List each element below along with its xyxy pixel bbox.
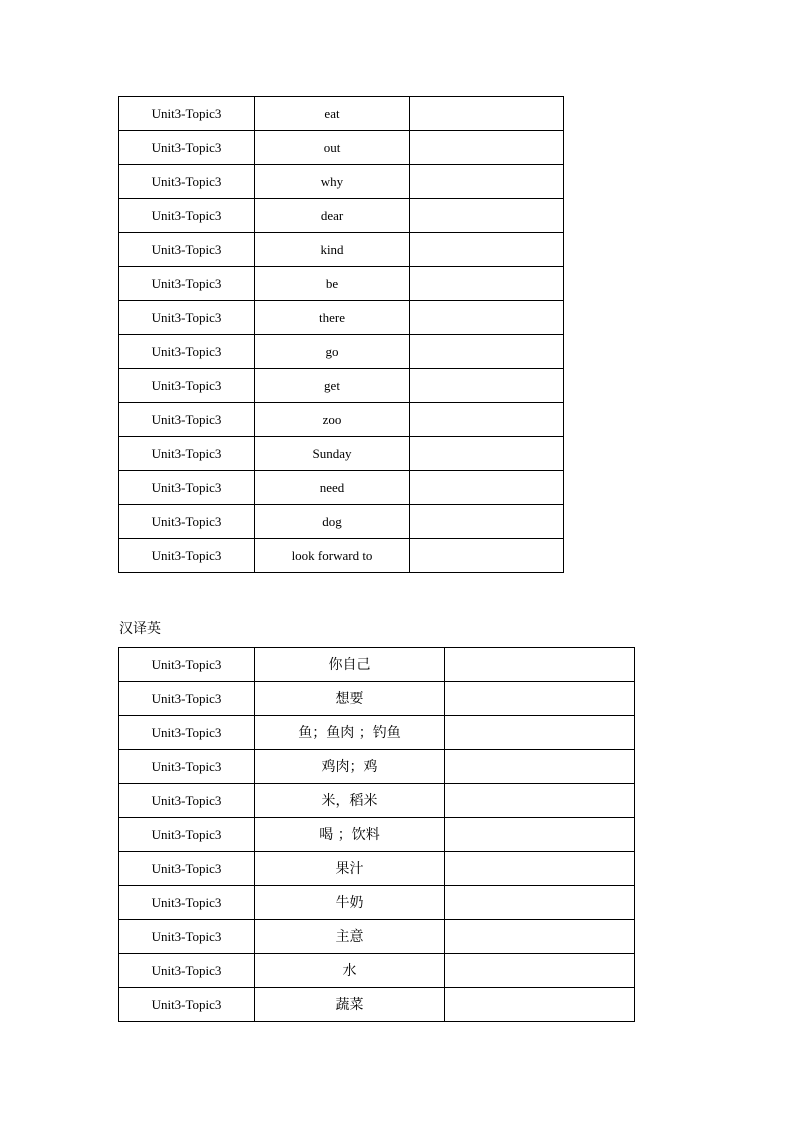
table-row xyxy=(119,335,564,369)
word-cell: 想要 xyxy=(255,682,445,716)
table-row xyxy=(119,403,564,437)
word-cell: dear xyxy=(255,199,410,233)
word-cell: 蔬菜 xyxy=(255,988,445,1022)
word-cell: dog xyxy=(255,505,410,539)
word-cell: 主意 xyxy=(255,920,445,954)
answer-cell[interactable] xyxy=(410,505,564,539)
answer-cell[interactable] xyxy=(410,233,564,267)
unit-cell: Unit3-Topic3 xyxy=(119,954,255,988)
table-row xyxy=(119,199,564,233)
word-cell: go xyxy=(255,335,410,369)
unit-cell: Unit3-Topic3 xyxy=(119,505,255,539)
answer-cell[interactable] xyxy=(445,988,635,1022)
unit-cell: Unit3-Topic3 xyxy=(119,682,255,716)
word-cell: zoo xyxy=(255,403,410,437)
word-cell: kind xyxy=(255,233,410,267)
unit-cell: Unit3-Topic3 xyxy=(119,165,255,199)
unit-cell: Unit3-Topic3 xyxy=(119,920,255,954)
table-row xyxy=(119,539,564,573)
table-row xyxy=(119,131,564,165)
answer-cell[interactable] xyxy=(445,818,635,852)
answer-cell[interactable] xyxy=(410,199,564,233)
unit-cell: Unit3-Topic3 xyxy=(119,267,255,301)
table-row xyxy=(119,648,635,682)
chinese-to-english-table xyxy=(118,647,635,1022)
table-row xyxy=(119,682,635,716)
answer-cell[interactable] xyxy=(410,165,564,199)
answer-cell[interactable] xyxy=(410,369,564,403)
table-row xyxy=(119,716,635,750)
unit-cell: Unit3-Topic3 xyxy=(119,471,255,505)
unit-cell: Unit3-Topic3 xyxy=(119,648,255,682)
unit-cell: Unit3-Topic3 xyxy=(119,886,255,920)
unit-cell: Unit3-Topic3 xyxy=(119,784,255,818)
word-cell: 你自己 xyxy=(255,648,445,682)
answer-cell[interactable] xyxy=(445,886,635,920)
unit-cell: Unit3-Topic3 xyxy=(119,539,255,573)
answer-cell[interactable] xyxy=(410,97,564,131)
answer-cell[interactable] xyxy=(410,437,564,471)
word-cell: 喝 ；饮料 xyxy=(255,818,445,852)
unit-cell: Unit3-Topic3 xyxy=(119,437,255,471)
answer-cell[interactable] xyxy=(410,301,564,335)
word-cell: out xyxy=(255,131,410,165)
unit-cell: Unit3-Topic3 xyxy=(119,750,255,784)
word-cell: 水 xyxy=(255,954,445,988)
answer-cell[interactable] xyxy=(445,920,635,954)
word-cell: Sunday xyxy=(255,437,410,471)
answer-cell[interactable] xyxy=(445,954,635,988)
table-row xyxy=(119,267,564,301)
table-row xyxy=(119,97,564,131)
unit-cell: Unit3-Topic3 xyxy=(119,199,255,233)
answer-cell[interactable] xyxy=(410,471,564,505)
word-cell: there xyxy=(255,301,410,335)
word-cell: need xyxy=(255,471,410,505)
table-row xyxy=(119,471,564,505)
answer-cell[interactable] xyxy=(445,648,635,682)
word-cell: why xyxy=(255,165,410,199)
word-cell: be xyxy=(255,267,410,301)
word-cell: look forward to xyxy=(255,539,410,573)
word-cell: 鱼；鱼肉 ；钓鱼 xyxy=(255,716,445,750)
unit-cell: Unit3-Topic3 xyxy=(119,988,255,1022)
answer-cell[interactable] xyxy=(445,852,635,886)
answer-cell[interactable] xyxy=(445,784,635,818)
answer-cell[interactable] xyxy=(445,750,635,784)
unit-cell: Unit3-Topic3 xyxy=(119,301,255,335)
table-row xyxy=(119,784,635,818)
answer-cell[interactable] xyxy=(410,267,564,301)
table-row xyxy=(119,852,635,886)
table-row xyxy=(119,165,564,199)
word-cell: 果汁 xyxy=(255,852,445,886)
section-heading-cn-to-en: 汉译英 xyxy=(119,621,161,637)
word-cell: get xyxy=(255,369,410,403)
english-to-chinese-table xyxy=(118,96,564,573)
chinese-to-english-body xyxy=(119,648,635,1022)
table-row xyxy=(119,920,635,954)
unit-cell: Unit3-Topic3 xyxy=(119,369,255,403)
table-row xyxy=(119,988,635,1022)
unit-cell: Unit3-Topic3 xyxy=(119,818,255,852)
answer-cell[interactable] xyxy=(445,716,635,750)
word-cell: 米，稻米 xyxy=(255,784,445,818)
answer-cell[interactable] xyxy=(410,539,564,573)
table-row xyxy=(119,369,564,403)
table-row xyxy=(119,437,564,471)
unit-cell: Unit3-Topic3 xyxy=(119,852,255,886)
english-to-chinese-body xyxy=(119,97,564,573)
answer-cell[interactable] xyxy=(410,403,564,437)
word-cell: 鸡肉；鸡 xyxy=(255,750,445,784)
answer-cell[interactable] xyxy=(410,335,564,369)
word-cell: eat xyxy=(255,97,410,131)
unit-cell: Unit3-Topic3 xyxy=(119,97,255,131)
table-row xyxy=(119,818,635,852)
table-row xyxy=(119,954,635,988)
table-row xyxy=(119,505,564,539)
unit-cell: Unit3-Topic3 xyxy=(119,233,255,267)
table-row xyxy=(119,886,635,920)
unit-cell: Unit3-Topic3 xyxy=(119,131,255,165)
unit-cell: Unit3-Topic3 xyxy=(119,335,255,369)
table-row xyxy=(119,750,635,784)
answer-cell[interactable] xyxy=(410,131,564,165)
table-row xyxy=(119,301,564,335)
table-row xyxy=(119,233,564,267)
unit-cell: Unit3-Topic3 xyxy=(119,403,255,437)
unit-cell: Unit3-Topic3 xyxy=(119,716,255,750)
word-cell: 牛奶 xyxy=(255,886,445,920)
answer-cell[interactable] xyxy=(445,682,635,716)
